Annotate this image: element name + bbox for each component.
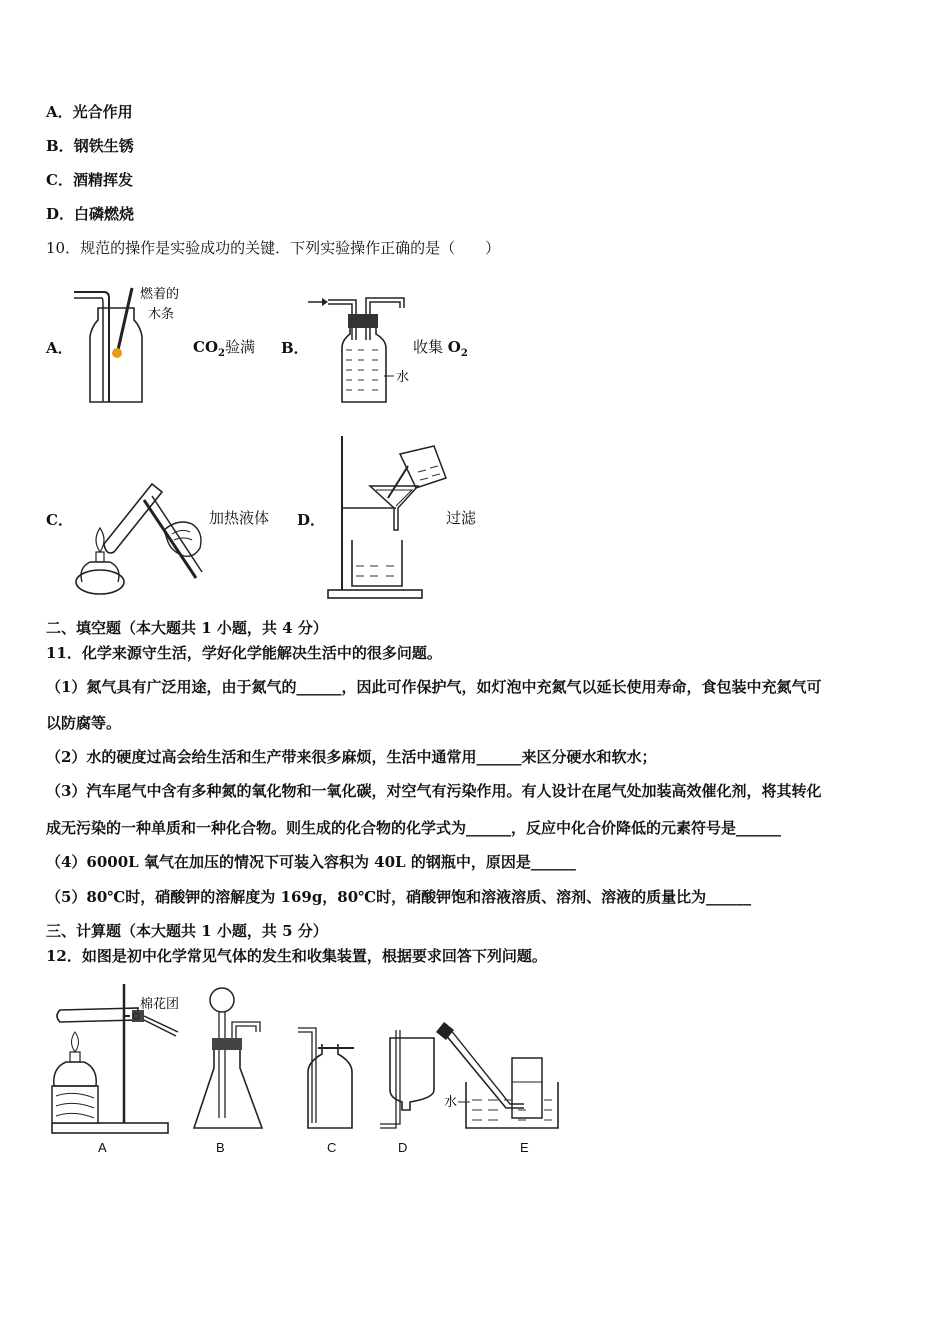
q10-option-d-letter: D． xyxy=(297,511,326,529)
figure-co2-test xyxy=(72,280,202,405)
q10-option-c-caption: 加热液体 xyxy=(209,509,270,527)
apparatus-label-c: C xyxy=(327,1140,337,1155)
svg-text:棉花团: 棉花团 xyxy=(140,997,180,1012)
figure-gas-apparatus xyxy=(46,978,586,1138)
svg-text:木条: 木条 xyxy=(148,307,175,322)
q11-item-1-cont: 以防腐等。 xyxy=(46,714,122,732)
q10-option-b-letter: B． xyxy=(281,339,309,357)
q11-item-1: （1）氮气具有广泛用途，由于氮气的______，因此可作保护气，如灯泡中充氮气以延长使用寿命，食包装中充氮气可 xyxy=(46,678,822,696)
q11-item-3: （3）汽车尾气中含有多种氮的氧化物和一氧化碳，对空气有污染作用。有人设计在尾气处加装高效催化剂，将其转化 xyxy=(46,782,822,800)
q11-item-4: （4）6000L 氧气在加压的情况下可装入容积为 40L 的钢瓶中，原因是______ xyxy=(46,853,576,871)
apparatus-label-d: D xyxy=(398,1140,408,1155)
q9-option-a: A．光合作用 xyxy=(46,103,133,121)
svg-text:燃着的: 燃着的 xyxy=(140,287,180,302)
apparatus-label-b: B xyxy=(216,1140,225,1155)
q10-option-d-caption: 过滤 xyxy=(446,509,477,527)
q9-option-b: B．钢铁生锈 xyxy=(46,137,134,155)
apparatus-label-a: A xyxy=(98,1140,107,1155)
q12-stem: 12．如图是初中化学常见气体的发生和收集装置，根据要求回答下列问题。 xyxy=(46,947,547,965)
q11-item-2: （2）水的硬度过高会给生活和生产带来很多麻烦，生活中通常用______来区分硬水和软水； xyxy=(46,748,657,766)
q10-option-a-caption: $CO_2$验满 xyxy=(193,338,255,359)
q11-item-5: （5）80℃时，硝酸钾的溶解度为 169g，80℃时，硝酸钾饱和溶液溶质、溶剂、溶液的质量比为______ xyxy=(46,888,752,906)
q10-option-b-caption: 收集 $O_2$ xyxy=(413,338,468,359)
q11-item-3-cont: 成无污染的一种单质和一种化合物。则生成的化合物的化学式为______，反应中化合价降低的元素符号是______ xyxy=(46,819,782,837)
q10-option-c-letter: C． xyxy=(46,511,73,529)
section3-title: 三、计算题（本大题共 1 小题，共 5 分） xyxy=(46,922,328,940)
svg-text:水: 水 xyxy=(444,1095,458,1110)
figure-collect-o2 xyxy=(306,292,416,404)
figure-filtration xyxy=(322,432,448,600)
apparatus-label-e: E xyxy=(520,1140,529,1155)
q10-stem: 10．规范的操作是实验成功的关键．下列实验操作正确的是（ ） xyxy=(46,239,501,257)
figure-heat-liquid xyxy=(68,482,208,602)
q9-option-d: D．白磷燃烧 xyxy=(46,205,135,223)
section2-title: 二、填空题（本大题共 1 小题，共 4 分） xyxy=(46,619,328,637)
q11-stem: 11．化学来源守生活，学好化学能解决生活中的很多问题。 xyxy=(46,644,442,662)
q10-option-a-letter: A． xyxy=(46,339,73,357)
q9-option-c: C．酒精挥发 xyxy=(46,171,133,189)
svg-text:水: 水 xyxy=(396,370,410,385)
